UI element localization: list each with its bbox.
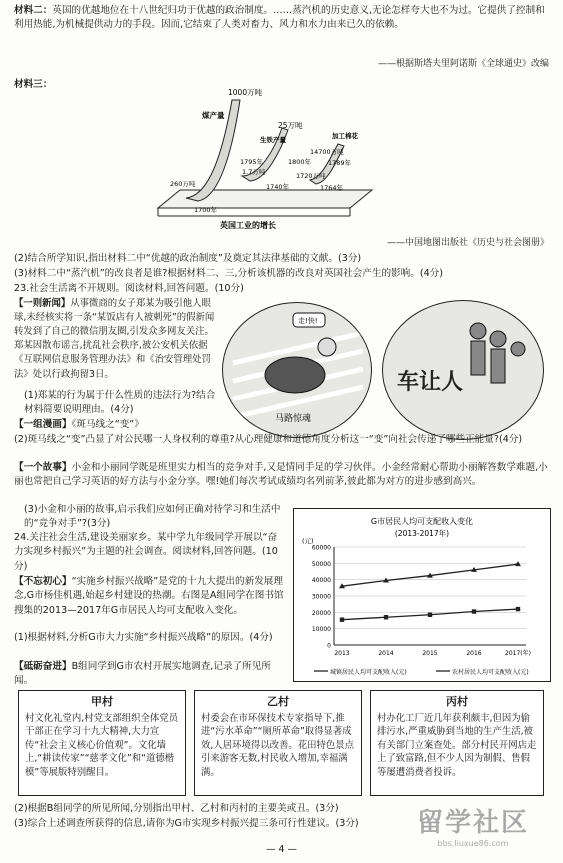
x-tick-label: 2015 bbox=[422, 650, 438, 657]
cotton-start-year: 1764年 bbox=[320, 184, 344, 192]
legend-urban-label: 城镇居民人均可支配收入(元) bbox=[330, 669, 407, 676]
legend-rural-label: 农村居民人均可支配收入(元) bbox=[452, 669, 529, 676]
iron-end-value: 25万吨 bbox=[278, 121, 303, 130]
coal-end-value: 1000万吨 bbox=[228, 88, 263, 97]
y-tick-label: 40000 bbox=[311, 577, 331, 585]
x-tick-label: 2013 bbox=[334, 650, 350, 657]
cartoon-left-caption: 马路惊魂 bbox=[275, 414, 312, 424]
village-bing-name: 丙村 bbox=[446, 695, 468, 708]
material-2: 材料二：英国的优越地位在十八世纪归功于优越的政治制度。……蒸汽机的历史意义,无论怎样夸大也不为过。它提供了控制和利用热能,为机械提供动力的手段。因而,它结束了人类对畜力、风力和水力由来已久的依赖。 bbox=[14, 5, 545, 30]
coal-end-year: 1795年 bbox=[240, 158, 264, 166]
q23-news: 【一则新闻】从事微商的女子郑某为吸引他人眼球,未经核实将一条“某饭店有人被刺死”的假新闻转发到了自己的微信朋友圈,引发众多网友关注。郑某因散布谣言,扰乱社会秩序,被公安机关依据《互联网信息服务管理办法》和《治安管理处罚法》处以行政拘留3日。 bbox=[14, 298, 215, 380]
cotton-end-value: 14700万吨 bbox=[310, 148, 344, 156]
y-tick-label: 10000 bbox=[311, 626, 331, 634]
income-chart-legend bbox=[314, 668, 529, 676]
cotton-start-value: 1720万吨 bbox=[296, 172, 326, 180]
income-chart-y-ticks bbox=[312, 545, 331, 650]
page-number: — 4 — bbox=[265, 844, 298, 855]
x-tick-label: 2016 bbox=[466, 650, 482, 657]
q23-3: (3)小金和小丽的故事,启示我们应如何正确对待学习和生活中的“竞争对手”?(3分) bbox=[24, 504, 281, 529]
q23-2: (2)斑马线之“变”凸显了对公民哪一人身权利的尊重?从心理健康和道德角度分析这一“变”向社会传递了哪些正能量?(4分) bbox=[14, 434, 523, 445]
village-yi-name: 乙村 bbox=[267, 695, 289, 708]
village-box-jia bbox=[18, 690, 186, 796]
cartoon-left-art bbox=[223, 303, 371, 437]
y-tick-label: 50000 bbox=[311, 560, 331, 568]
x-tick-label: 2014 bbox=[378, 650, 394, 657]
iron-name: 生铁产量 bbox=[260, 136, 286, 144]
village-jia-text: 村文化礼堂内,村党支部组织全体党员干部正在学习十九大精神,大力宣传“社会主义核心价值观”。文化墙上,“耕读传家”“慈孝文化”和“道德楷模”等展版特别醒目。 bbox=[25, 712, 178, 779]
car-shape bbox=[265, 357, 325, 393]
q23-1: (1)郑某的行为属于什么性质的违法行为?结合材料简要说明理由。(4分) bbox=[24, 390, 216, 415]
cartoon-left bbox=[222, 302, 372, 438]
pedestrian-head bbox=[318, 338, 336, 356]
series-point bbox=[340, 617, 344, 621]
y-tick-label: 30000 bbox=[311, 593, 331, 601]
income-chart-ylabel: (元) bbox=[302, 537, 314, 545]
y-tick-label: 60000 bbox=[311, 544, 331, 552]
y-tick-label: 20000 bbox=[311, 609, 331, 617]
village-bing-text: 村办化工厂近几年获利颇丰,但因为偷排污水,严重威胁到当地的生产生活,被有关部门立案查处。部分村民开网店走上了致富路,但不少人因为制假、售假等屡遭消费者投诉。 bbox=[377, 712, 537, 779]
income-chart-frame bbox=[293, 508, 551, 682]
cartoon-right bbox=[382, 300, 544, 440]
crowd-figures bbox=[470, 323, 525, 383]
industry-growth-diagram bbox=[150, 88, 380, 236]
village-box-bing bbox=[370, 690, 544, 796]
speech-bubble-text: 走!快! bbox=[298, 317, 318, 325]
cartoon-right-art bbox=[383, 301, 543, 439]
series-point bbox=[516, 607, 520, 611]
series-point bbox=[515, 561, 521, 566]
cotton-end-year: 1789年 bbox=[328, 159, 352, 167]
x-tick-label: 2017(年) bbox=[505, 650, 531, 657]
income-chart-lines bbox=[339, 561, 521, 622]
watermark bbox=[398, 808, 548, 849]
coal-start-value: 260万吨 bbox=[170, 180, 196, 188]
watermark-text: 留学社区 bbox=[416, 808, 529, 838]
series-point bbox=[472, 609, 476, 613]
material-2-source: ——根据斯塔夫里阿诺斯《全球通史》改编 bbox=[377, 59, 549, 69]
q24-intro: 【不忘初心】“实施乡村振兴战略”是党的十九大提出的新发展理念,G市杨佳机遇,始起乡村建设的热潮。右图是A组同学在图书馆搜集的2013—2017年G市居民人均可支配收入变化。 bbox=[14, 576, 284, 616]
income-chart-subtitle: (2013-2017年) bbox=[394, 529, 450, 538]
cotton-name: 加工棉花 bbox=[332, 132, 358, 140]
watermark-url: bbs.liuxue86.com bbox=[437, 839, 509, 848]
income-chart-grid bbox=[334, 547, 526, 645]
q23-story: 【一个故事】小金和小丽同学既是班里实力相当的竞争对手,又是情同手足的学习伙伴。小金经常耐心帮助小丽解答数学难题,小丽也常把自己学习英语的好方法与小金分享。嘿!她们每次考试成绩均名列前茅,彼此都为对方的进步感到高兴。 bbox=[14, 462, 548, 488]
iron-start-year: 1740年 bbox=[266, 183, 290, 191]
series-point bbox=[428, 613, 432, 617]
y-tick-label: 0 bbox=[327, 642, 331, 650]
diagram-source: ——中国地图出版社《历史与社会图册》 bbox=[386, 238, 549, 248]
q24-2: (2)根据B组同学的所见所闻,分别指出甲村、乙村和丙村的主要美或丑。(3分) bbox=[14, 803, 339, 814]
income-chart-x-ticks bbox=[334, 649, 531, 657]
series-point bbox=[384, 615, 388, 619]
village-jia-name: 甲村 bbox=[91, 695, 113, 708]
q24-progress: 【砥砺奋进】B组同学到G市农村开展实地调查,记录了所见所闻。 bbox=[14, 661, 271, 687]
income-chart-title: G市居民人均可支配收入变化 bbox=[370, 517, 474, 526]
coal-start-year: 1700年 bbox=[194, 206, 218, 214]
income-chart bbox=[294, 509, 550, 681]
q24-1: (1)根据材料,分析G市大力实施“乡村振兴战略”的原因。(4分) bbox=[14, 632, 273, 643]
q24-heading: 24.关注社会生活,建设美丽家乡。某中学九年级同学开展以“奋力实现乡村振兴”为主题的社会调查。阅读材料,回答问题。(10分) bbox=[14, 532, 278, 572]
iron-start-value: 1.7万吨 bbox=[242, 168, 266, 176]
iron-end-year: 1800年 bbox=[288, 158, 312, 166]
material-3-label: 材料三： bbox=[14, 79, 53, 90]
q23-heading: 23.社会生活离不开规则。阅读材料,回答问题。(10分) bbox=[14, 283, 244, 294]
q22-2: (2)结合所学知识,指出材料二中“优越的政治制度”及奠定其法律基础的文献。(3分) bbox=[14, 253, 362, 264]
cartoon-right-sign: 车让人 bbox=[397, 370, 464, 395]
village-box-yi bbox=[194, 690, 362, 796]
diagram-title: 英国工业的增长 bbox=[220, 221, 276, 230]
coal-name: 煤产量 bbox=[202, 111, 225, 120]
q23-comic-heading: 【一组漫画】《斑马线之“变”》 bbox=[14, 419, 144, 430]
q24-3: (3)综合上述调查所获得的信息,请你为G市实现乡村振兴提三条可行性建议。(3分) bbox=[14, 818, 359, 829]
q22-3: (3)材料二中“蒸汽机”的改良者是谁?根据材料二、三,分析该机器的改良对英国社会产生的影响。(4分) bbox=[14, 268, 444, 279]
village-yi-text: 村委会在市环保技术专家指导下,推进“污水革命”“厕所革命”取得显著成效,人居环境得以改善。花田特色景点引来游客无数,村民收入增加,幸福满满。 bbox=[201, 712, 354, 779]
